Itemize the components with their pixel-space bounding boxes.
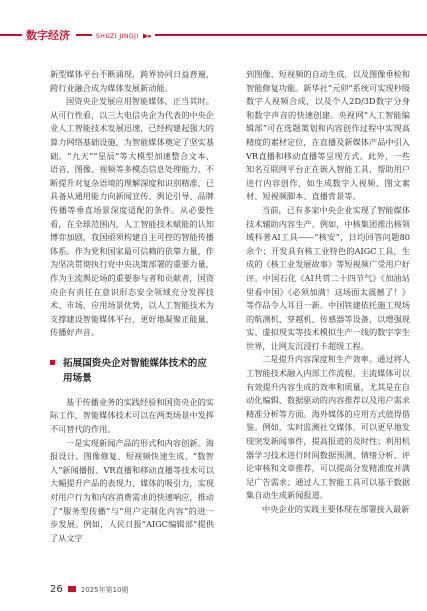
paragraph: 国资央企发展应用智能媒体，正当其时。从可行性看，以三大电信央企为代表的中央企业人工智能技术发展迅速，已经构建起强大的算力网络基础设施，为智能媒体奠定了坚实基础。“九天”“星辰”等大模型加速整合文本、语音、图像、视频等多模态信息处理能力，不断提升对复杂语境的理解深度和识别精准，已具备从通用能力向新闻宣传、舆论引导、品牌传播等垂直场景深度适配的条件。从必要性看，在全球范围内，人工智能技术赋能的认知博弈加剧，我国亟须构建自主可控的智能传播体系。作为党和国家最可信赖的依靠力量，作为坚决贯彻执行党中央决策部署的重要力量，作为主流舆论场的重要参与者和贡献者，国资央企有责任在意识形态安全领域充分发挥技术、市场、应用场景优势，以人工智能技术为支撑建设智能媒体平台，更好地凝聚正能量、传播好声音。: [50, 96, 214, 338]
paragraph: 中央企业的实践主要体现在部署接入最新: [262, 504, 410, 514]
issue-label: 2025年第10期: [80, 586, 129, 594]
right-column: [246, 68, 410, 517]
paragraph: 基于传播业务的实践经验和国资央企的实际工作，智能媒体技术可以在两类场景中发挥不可替代的作用。: [50, 396, 214, 435]
left-column: [50, 68, 214, 545]
page-header: [0, 0, 427, 48]
page-footer: [50, 583, 390, 597]
paragraph: 一是实现新闻产品的形式和内容创新。海报设计、图像修复、短视频快速生成、“数智人”新闻播报、VR直播和移动直播等技术可以大幅提升产品的表现力、媒体的吸引力，实现对用户行为和内容消费需求的快速响应，推动了“服务型传播”与“用户定制化内容”的进一步发展。例如，人民日报“AIGC编辑部”提供了从文字: [50, 437, 214, 543]
square-bullet-icon: [50, 360, 55, 365]
section-heading: [50, 356, 214, 386]
paragraph: 当前，已有多家中央企业实现了智能媒体技术辅助内容生产。例如，中核集团推出核领域科普AI工具——“核安”，日均回答问题80余个；开发具有核工业特色的AIGC工具，生成的《核工业发展故事》等短视频广受用户好评。中国石化《AI共赏二十四节气》《加油站里看中国》《必须加满！这场面太震撼了！》等作品令人耳目一新。中国铁建依托施工现场的航测机、穿越机、传感器等设备，以增强现实、虚拟现实等技术模拟生产一线的数字孪生世界，让网友沉浸打卡超级工程。: [246, 204, 410, 351]
paragraph: 到图像、短视频的自动生成，以及图像垂检和智能修复功能。新华社“元卯”系统可实现秒级数字人视频合成，以及个人2D/3D数字分身和数字声音的快速创建。央视网“人工智能编辑部”可在选题策划和内容创作过程中实现高精度的素材定位，在直播及新媒体产品中引入VR直播和移动直播等呈现方式。此外，一些知名互联网平台正在嵌入智能工具，帮助用户进行内容创作，如生成数字人视频、图文素材、短视频脚本、直播背景等。: [246, 69, 410, 202]
arrows-icon: ▶▸: [140, 31, 155, 41]
paragraph: 新型媒体平台不断涌现，跨界协同日益普遍，跨行业融合成为媒体发展新动能。: [50, 69, 214, 93]
column-title: 数字经济: [22, 30, 76, 42]
paragraph: 二是提升内容深度和生产效率。通过将人工智能技术融入内部工作流程，主流媒体可以有效提升内容生成的效率和质量，尤其是在自动化编辑、数据驱动的内容推荐以及用户需求精准分析等方面。海外媒体的应用方式值得借鉴。例如，实时监测社交媒体，可以更早地发现突发新闻事件，提高报道的及时性；利用机器学习技术进行时间数据预测、情绪分析、评论审核和文章推荐，可以提高分发精准度并满足广告需求；通过人工智能工具可以基于数据集自动生成新闻报道。: [246, 354, 410, 501]
footer-bar-icon: [68, 586, 76, 592]
section-title: 拓展国资央企对智能媒体技术的应用场景: [63, 357, 207, 384]
page-number: 26: [50, 584, 63, 595]
column-subtitle: SHUZI JINGJI: [92, 32, 143, 41]
